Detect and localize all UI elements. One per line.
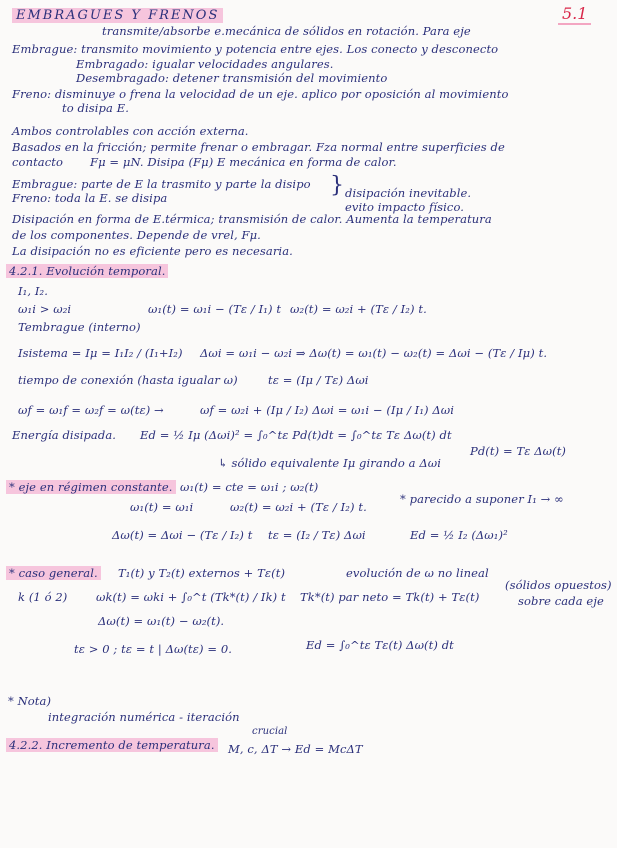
brace-note-1: disipación inevitable.: [345, 186, 472, 200]
ambos-line-1: Ambos controlables con acción externa.: [12, 124, 249, 138]
freno-definition-cont: to disipa E.: [62, 101, 129, 115]
ambos-line-7: de los componentes. Depende de vrel, Fμ.: [12, 228, 261, 242]
connection-time-equation: tε = (Iμ / Tε) Δωi: [268, 373, 369, 387]
energy-label: Energía disipada.: [12, 428, 117, 442]
nota-text: integración numérica - iteración: [48, 710, 240, 724]
regimen-omega2: ω₂(t) = ω₂i + (Tε / I₂) t.: [230, 500, 367, 514]
embrague-energy: Embrague: parte de E la trasmito y parte la disipo: [12, 177, 311, 191]
caso-k: k (1 ó 2): [18, 590, 68, 604]
freno-energy: Freno: toda la E. se disipa: [12, 191, 168, 205]
nota-label: * Nota): [8, 694, 52, 708]
section-heading-421: 4.2.1. Evolución temporal.: [6, 264, 168, 278]
caso-omega-k: ωk(t) = ωki + ∫₀^t (Tk*(t) / Ik) t: [96, 590, 286, 604]
final-omega-label: ωf = ω₁f = ω₂f = ω(tε) →: [18, 403, 164, 417]
caso-net-torque: Tk*(t) par neto = Tk(t) + Tε(t): [300, 590, 480, 604]
final-omega-equation: ωf = ω₂i + (Iμ / I₂) Δωi = ω₁i − (Iμ / I₁) Δωi: [200, 403, 455, 417]
caso-energy: Ed = ∫₀^tε Tε(t) Δω(t) dt: [306, 638, 454, 652]
embragado-definition: Embragado: igualar velocidades angulares.: [76, 57, 334, 71]
page-title: EMBRAGUES Y FRENOS: [12, 8, 223, 23]
section-heading-422: 4.2.2. Incremento de temperatura.: [6, 738, 218, 752]
torque-label: Tembrague (interno): [18, 320, 141, 334]
regimen-note: * parecido a suponer I₁ → ∞: [400, 492, 564, 506]
caso-torques: T₁(t) y T₂(t) externos + Tε(t): [118, 566, 286, 580]
page-number: 5.1: [558, 4, 591, 25]
regimen-connection-time: tε = (I₂ / Tε) Δωi: [268, 528, 366, 542]
regimen-energy: Ed = ½ I₂ (Δω₁)²: [410, 528, 508, 542]
inertias: I₁, I₂.: [18, 284, 48, 298]
desembragado-definition: Desembragado: detener transmisión del movimiento: [76, 71, 388, 85]
connection-time-label: tiempo de conexión (hasta igualar ω): [18, 373, 238, 387]
brace-note-2: evito impacto físico.: [345, 200, 465, 214]
friction-equation: Fμ = μN. Disipa (Fμ) E mecánica en forma de calor.: [90, 155, 397, 169]
caso-opposite: (sólidos opuestos): [505, 578, 612, 592]
caso-general-heading: * caso general.: [6, 566, 101, 580]
regimen-omega1-const: ω₁(t) = ω₁i: [130, 500, 194, 514]
caso-delta-omega: Δω(t) = ω₁(t) − ω₂(t).: [98, 614, 225, 628]
regimen-delta-omega: Δω(t) = Δωi − (Tε / I₂) t: [112, 528, 253, 542]
embrague-definition: Embrague: transmito movimiento y potencia entre ejes. Los conecto y desconecto: [12, 42, 499, 56]
crucial-note: crucial: [252, 726, 288, 737]
caso-nonlinear: evolución de ω no lineal: [346, 566, 489, 580]
omega-relation: ω₁i > ω₂i: [18, 302, 72, 316]
energy-equation: Ed = ½ Iμ (Δωi)² = ∫₀^tε Pd(t)dt = ∫₀^tε Tε Δω(t) dt: [140, 428, 452, 442]
ambos-line-8: La disipación no es eficiente pero es necesaria.: [12, 244, 293, 258]
subtitle: transmite/absorbe e.mecánica de sólidos en rotación. Para eje: [102, 24, 471, 38]
equivalent-solid-note: ↳ sólido equivalente Iμ girando a Δωi: [218, 456, 441, 470]
ambos-line-2: Basados en la fricción; permite frenar o embragar. Fza normal entre superficies de: [12, 140, 505, 154]
ambos-line-6: Disipación en forma de E.térmica; transmisión de calor. Aumenta la temperatura: [12, 212, 492, 226]
regimen-omega1: ω₁(t) = cte = ω₁i ; ω₂(t): [180, 480, 319, 494]
ambos-line-3: contacto: [12, 155, 64, 169]
delta-omega-equation: Δωi = ω₁i − ω₂i ⇒ Δω(t) = ω₁(t) − ω₂(t) = Δωi − (Tε / Iμ) t.: [200, 346, 548, 360]
caso-connection-condition: tε > 0 ; tε = t | Δω(tε) = 0.: [74, 642, 233, 656]
omega1-equation: ω₁(t) = ω₁i − (Tε / I₁) t: [148, 302, 282, 316]
freno-definition: Freno: disminuye o frena la velocidad de un eje. aplico por oposición al movimiento: [12, 87, 509, 101]
temperature-equation: M, c, ΔT → Ed = McΔT: [228, 742, 363, 756]
regimen-heading: * eje en régimen constante.: [6, 480, 176, 494]
system-inertia: Isistema = Iμ = I₁I₂ / (I₁+I₂): [18, 346, 183, 360]
curly-brace: }: [330, 173, 344, 198]
omega2-equation: ω₂(t) = ω₂i + (Tε / I₂) t.: [290, 302, 427, 316]
power-equation: Pd(t) = Tε Δω(t): [470, 444, 567, 458]
caso-each-axis: sobre cada eje: [518, 594, 604, 608]
